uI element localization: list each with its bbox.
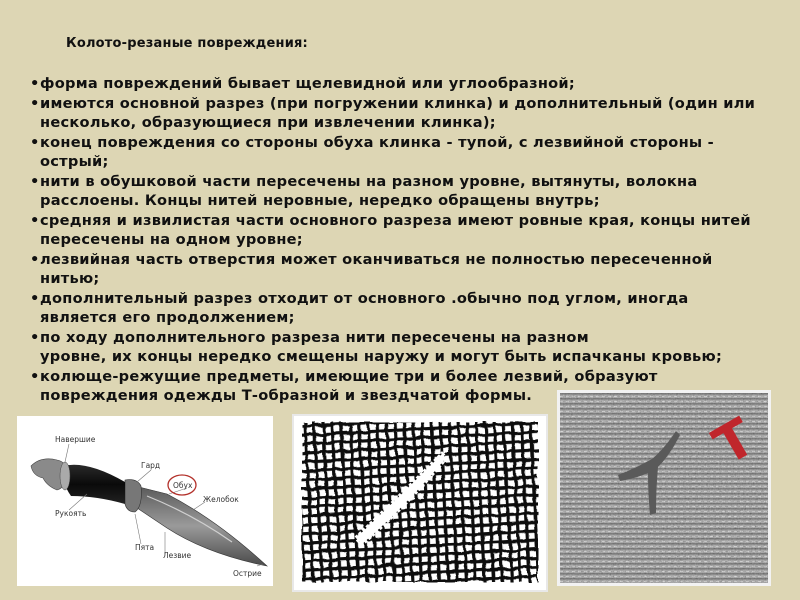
fabric-t-damage-photo — [557, 390, 771, 586]
fabric-illustration — [560, 393, 768, 583]
label-spine: Обух — [173, 481, 193, 490]
bullet-item: • имеются основной разрез (при погружении клинка) и дополнительный (один или несколько, образующиеся при извлечении клинка); — [30, 94, 775, 133]
bullet-item: • средняя и извилистая части основного разреза имеют ровные края, концы нитей пересечены на одном уровне; — [30, 211, 775, 250]
handle-shape — [63, 465, 125, 504]
bullet-item: • конец повреждения со стороны обуха клинка - тупой, с лезвийной стороны - острый; — [30, 133, 775, 172]
label-pommel: Навершие — [55, 435, 96, 444]
bullet-item: • форма повреждений бывает щелевидной или углообразной; — [30, 74, 775, 94]
slide-title: Колото-резаные повреждения: — [66, 36, 308, 51]
blade-shape — [135, 486, 267, 566]
knife-diagram — [17, 416, 273, 586]
label-handle: Рукоять — [55, 509, 87, 518]
label-heel: Пята — [135, 543, 155, 552]
label-fuller: Желобок — [203, 495, 239, 504]
mesh-cut-photo — [292, 414, 548, 592]
bullet-item: • дополнительный разрез отходит от основного .обычно под углом, иногда является его продолжением; — [30, 289, 775, 328]
bullet-item: • колюще-режущие предметы, имеющие три и более лезвий, образуют повреждения одежды Т-образной и звездчатой формы. — [30, 367, 775, 406]
fabric-t-letter: Т — [704, 407, 765, 478]
bullet-item: • нити в обушковой части пересечены на разном уровне, вытянуты, волокна расслоены. Концы нитей неровные, нередко обращены внутрь; — [30, 172, 775, 211]
bullet-item: • лезвийная часть отверстия может оканчиваться не полностью пересеченной нитью; — [30, 250, 775, 289]
mesh-texture — [302, 422, 538, 582]
bullet-item: • по ходу дополнительного разреза нити пересечены на разном уровне, их концы нередко смещены наружу и могут быть испачканы кровью; — [30, 328, 775, 367]
label-edge: Лезвие — [163, 551, 192, 560]
mesh-illustration — [294, 416, 546, 590]
knife-illustration — [17, 416, 273, 586]
pommel-bolster — [60, 462, 70, 490]
label-guard: Гард — [141, 461, 161, 470]
guard-shape — [125, 480, 141, 512]
bullet-list — [30, 74, 775, 406]
label-tip: Острие — [233, 569, 262, 578]
